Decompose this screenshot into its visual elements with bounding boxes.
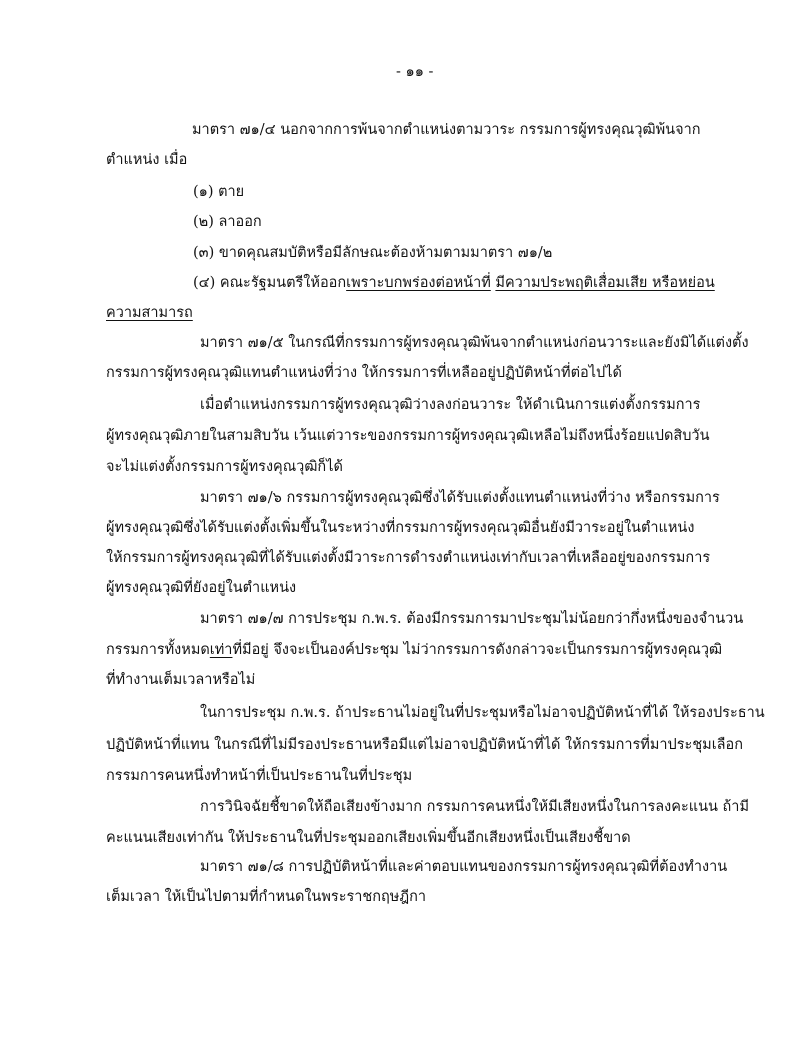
section-71-7-para-2-line-2: ปฏิบัติหน้าที่แทน ในกรณีที่ไม่มีรองประธานหรือมีแต่ไม่อาจปฏิบัติหน้าที่ได้ ให้กรรมการที่มาประชุมเลือก [106, 737, 744, 753]
list-item-4 [193, 273, 715, 293]
section-71-7-line-2 [106, 640, 722, 660]
section-71-5-para-2-line-1: เมื่อตำแหน่งกรรมการผู้ทรงคุณวุฒิว่างลงก่อนวาระ ให้ดำเนินการแต่งตั้งกรรมการ [200, 397, 701, 413]
section-71-5-para-2-line-2: ผู้ทรงคุณวุฒิภายในสามสิบวัน เว้นแต่วาระของกรรมการผู้ทรงคุณวุฒิเหลือไม่ถึงหนึ่งร้อยแปดสิบวัน [106, 428, 710, 444]
section-71-6-line-3: ให้กรรมการผู้ทรงคุณวุฒิที่ได้รับแต่งตั้งมีวาระการดำรงตำแหน่งเท่ากับเวลาที่เหลืออยู่ของกรรมการ [106, 550, 711, 566]
section-71-7-line-3: ที่ทำงานเต็มเวลาหรือไม่ [106, 672, 256, 688]
section-71-7-para-2-line-3: กรรมการคนหนึ่งทำหน้าที่เป็นประธานในที่ประชุม [106, 768, 413, 784]
list-item-4-continuation: ความสามารถ [106, 305, 193, 321]
section-71-5-line-2: กรรมการผู้ทรงคุณวุฒิแทนตำแหน่งที่ว่าง ให้กรรมการที่เหลืออยู่ปฏิบัติหน้าที่ต่อไปได้ [106, 365, 622, 381]
section-71-7-line-1: มาตรา ๗๑/๗ การประชุม ก.พ.ร. ต้องมีกรรมการมาประชุมไม่น้อยกว่ากึ่งหนึ่งของจำนวน [200, 611, 744, 627]
section-71-7-para-3-line-1: การวินิจฉัยชี้ขาดให้ถือเสียงข้างมาก กรรมการคนหนึ่งให้มีเสียงหนึ่งในการลงคะแนน ถ้ามี [200, 799, 750, 815]
list-item-4-underlined-2: มีความประพฤติเสื่อมเสีย หรือหย่อน [495, 275, 715, 291]
section-71-8-line-2: เต็มเวลา ให้เป็นไปตามที่กำหนดในพระราชกฤษฎีกา [106, 889, 427, 905]
list-item-3: (๓) ขาดคุณสมบัติหรือมีลักษณะต้องห้ามตามมาตรา ๗๑/๒ [193, 245, 553, 261]
section-71-8-line-1: มาตรา ๗๑/๘ การปฏิบัติหน้าที่และค่าตอบแทนของกรรมการผู้ทรงคุณวุฒิที่ต้องทำงาน [200, 859, 728, 875]
list-item-1: (๑) ตาย [193, 184, 245, 200]
list-item-2: (๒) ลาออก [193, 214, 262, 230]
section-71-6-line-2: ผู้ทรงคุณวุฒิซึ่งได้รับแต่งตั้งเพิ่มขึ้นในระหว่างที่กรรมการผู้ทรงคุณวุฒิอื่นยังมีวาระอยู่ในตำแหน่ง [106, 520, 695, 536]
section-71-7-line-2-pre: กรรมการทั้งหมด [106, 642, 210, 658]
section-71-4-line-1: มาตรา ๗๑/๔ นอกจากการพ้นจากตำแหน่งตามวาระ กรรมการผู้ทรงคุณวุฒิพ้นจาก [192, 122, 701, 138]
section-71-7-para-3-line-2: คะแนนเสียงเท่ากัน ให้ประธานในที่ประชุมออกเสียงเพิ่มขึ้นอีกเสียงหนึ่งเป็นเสียงชี้ขาด [106, 830, 631, 846]
section-71-7-para-2-line-1: ในการประชุม ก.พ.ร. ถ้าประธานไม่อยู่ในที่ประชุมหรือไม่อาจปฏิบัติหน้าที่ได้ ให้รองประธาน [200, 705, 765, 721]
list-item-4-prefix: (๔) คณะรัฐมนตรีให้ออก [193, 275, 347, 291]
section-71-6-line-1: มาตรา ๗๑/๖ กรรมการผู้ทรงคุณวุฒิซึ่งได้รับแต่งตั้งแทนตำแหน่งที่ว่าง หรือกรรมการ [200, 490, 720, 506]
page-number: - ๑๑ - [396, 64, 434, 80]
section-71-5-para-2-line-3: จะไม่แต่งตั้งกรรมการผู้ทรงคุณวุฒิก็ได้ [106, 459, 343, 475]
section-71-7-line-2-underlined: เท่า [209, 642, 233, 658]
section-71-6-line-4: ผู้ทรงคุณวุฒิที่ยังอยู่ในตำแหน่ง [106, 580, 297, 596]
section-71-7-line-2-post: ที่มีอยู่ จึงจะเป็นองค์ประชุม ไม่ว่ากรรมการดังกล่าวจะเป็นกรรมการผู้ทรงคุณวุฒิ [232, 642, 723, 658]
section-71-5-line-1: มาตรา ๗๑/๕ ในกรณีที่กรรมการผู้ทรงคุณวุฒิพ้นจากตำแหน่งก่อนวาระและยังมิได้แต่งตั้ง [200, 335, 749, 351]
section-71-4-line-2: ตำแหน่ง เมื่อ [106, 152, 188, 168]
list-item-4-underlined-1: เพราะบกพร่องต่อหน้าที่ [346, 275, 491, 291]
